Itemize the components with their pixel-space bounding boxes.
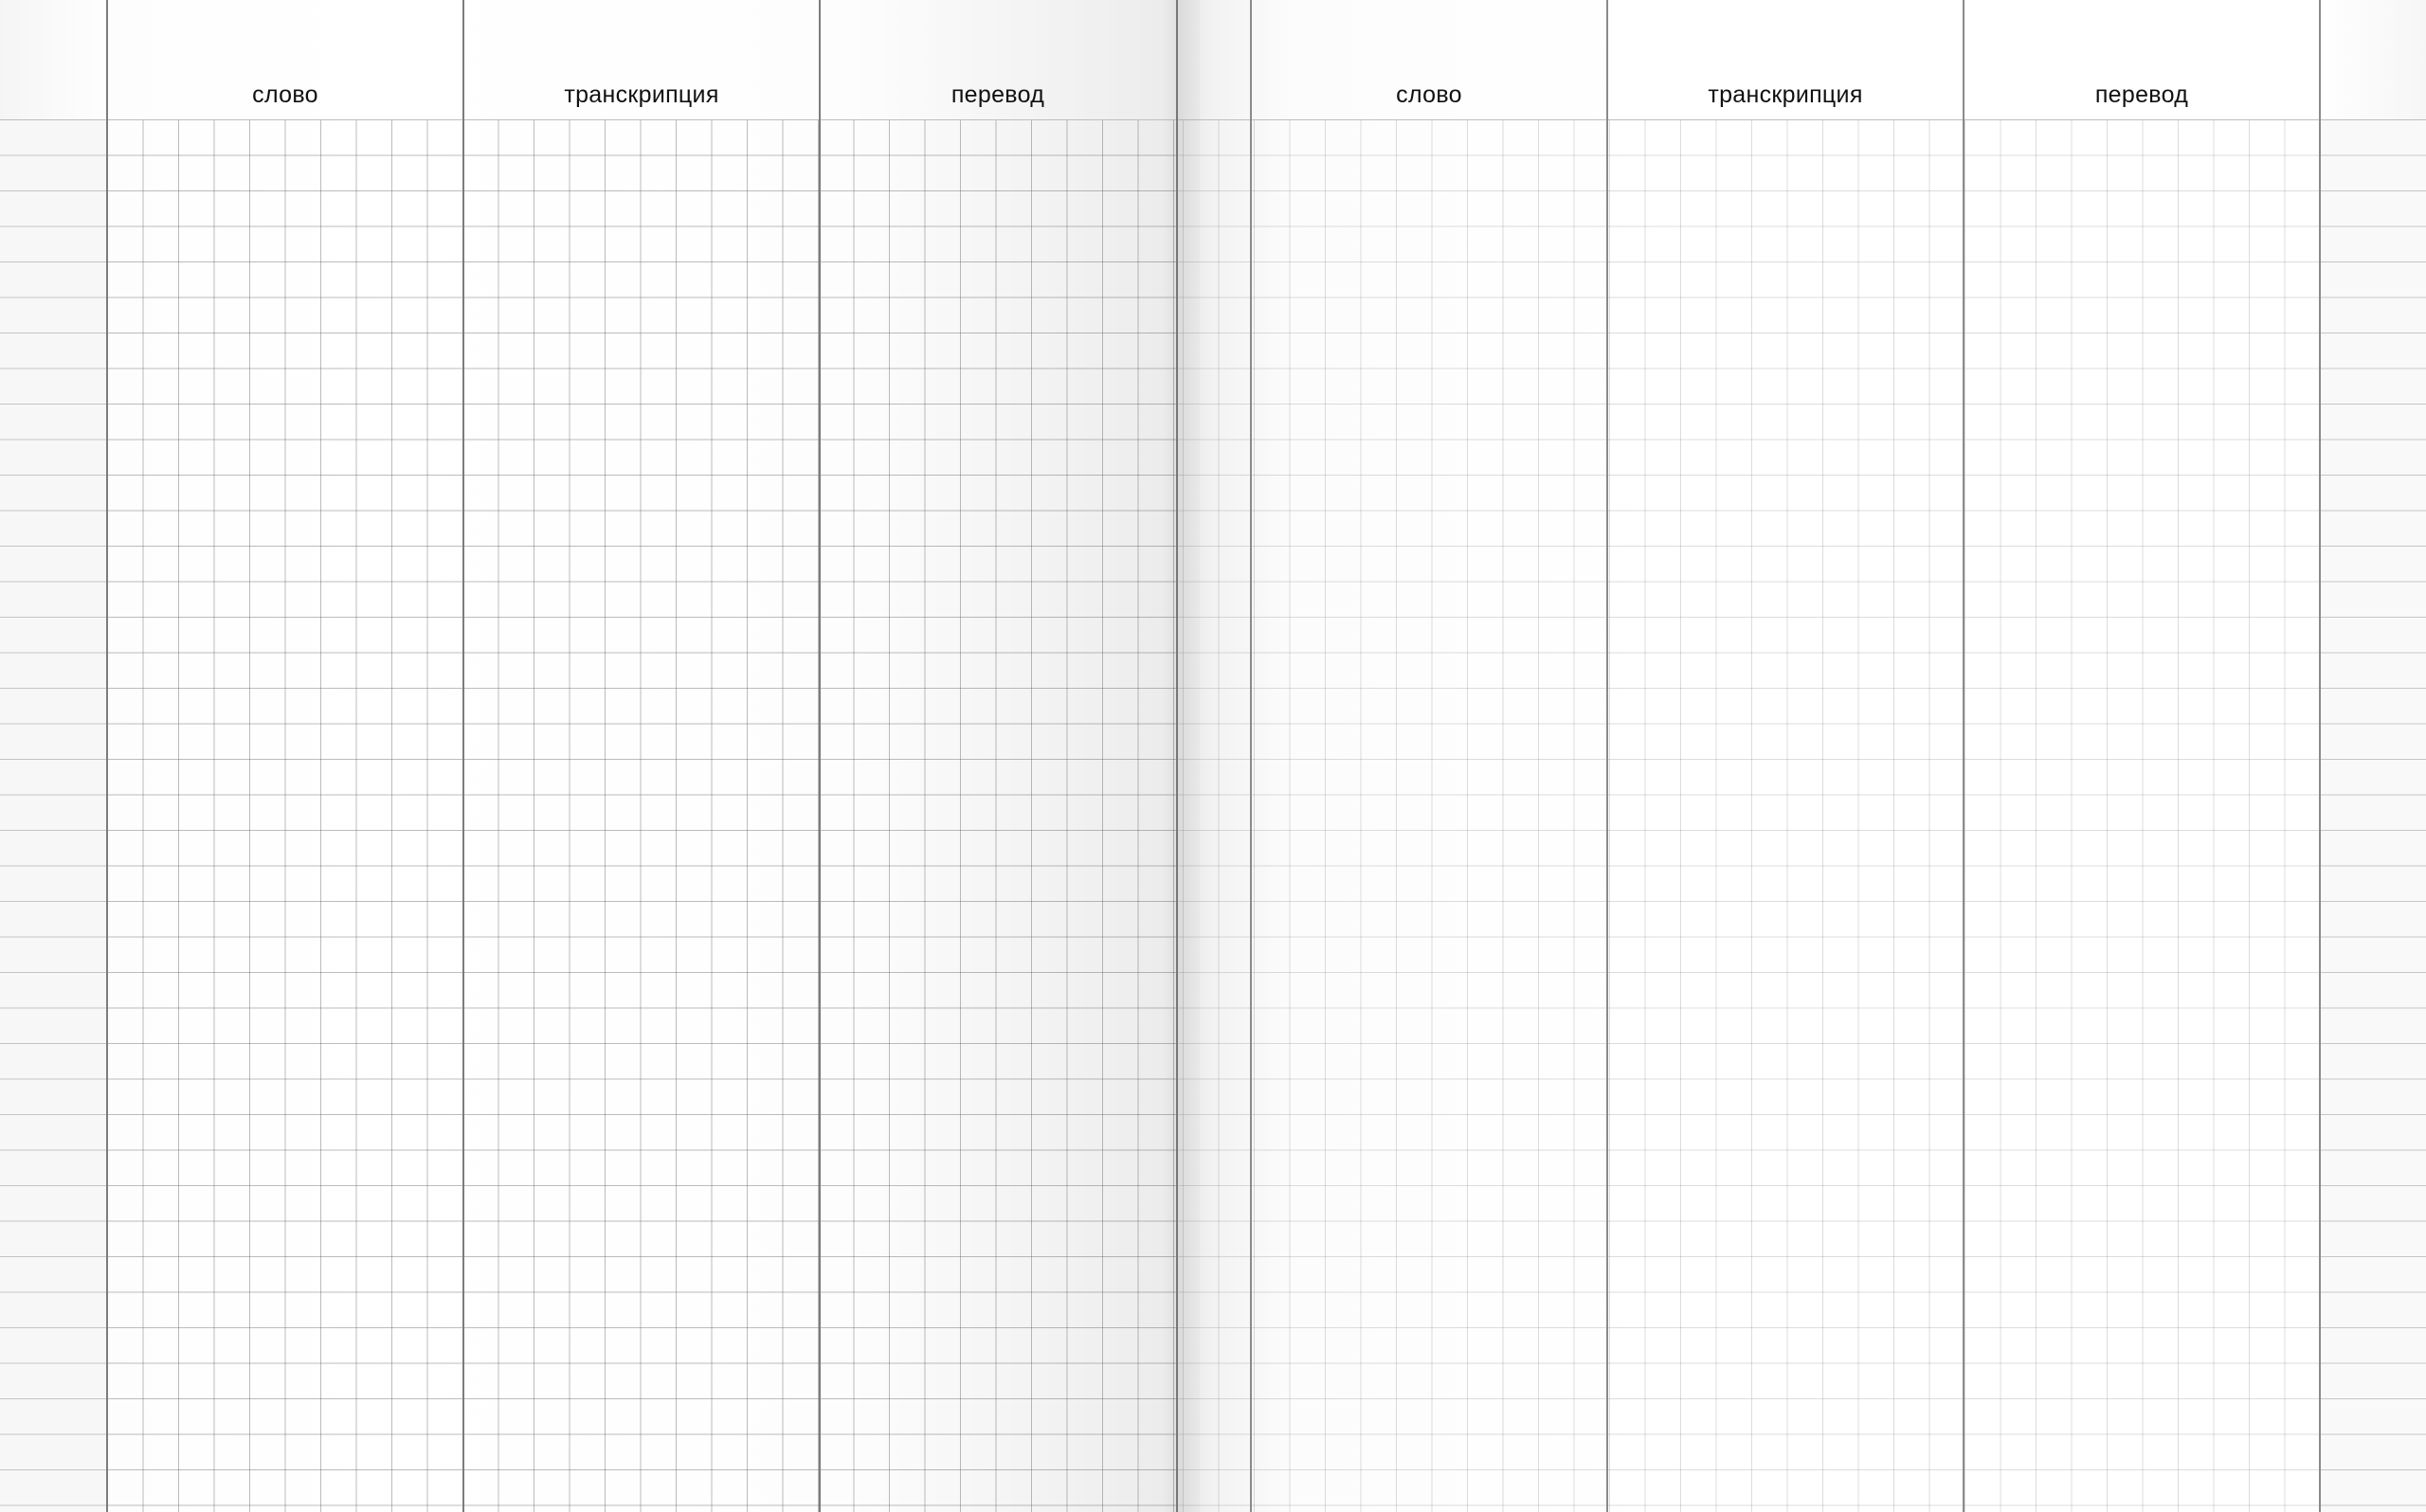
right-header-transcription: транскрипция	[1708, 81, 1863, 108]
right-header-word: слово	[1396, 81, 1462, 108]
right-column-divider-2	[1963, 0, 1964, 1512]
right-page-edge-divider	[1250, 0, 1252, 1512]
right-page-margin	[2319, 119, 2426, 1512]
right-column-divider-1	[1606, 0, 1608, 1512]
left-page-header-rule	[0, 119, 1178, 120]
right-margin-divider	[2319, 0, 2321, 1512]
left-margin-divider	[106, 0, 108, 1512]
left-page-margin	[0, 119, 107, 1512]
left-header-word: слово	[252, 81, 318, 108]
right-page-grid	[1178, 119, 2426, 1512]
left-header-translation: перевод	[950, 81, 1045, 108]
left-column-divider-2	[819, 0, 821, 1512]
left-header-transcription: транскрипция	[564, 81, 719, 108]
left-page-grid	[0, 119, 1178, 1512]
left-column-divider-1	[462, 0, 464, 1512]
left-page	[0, 0, 1178, 1512]
right-page	[1178, 0, 2426, 1512]
right-page-header-rule	[1178, 119, 2426, 120]
right-header-translation: перевод	[2094, 81, 2189, 108]
